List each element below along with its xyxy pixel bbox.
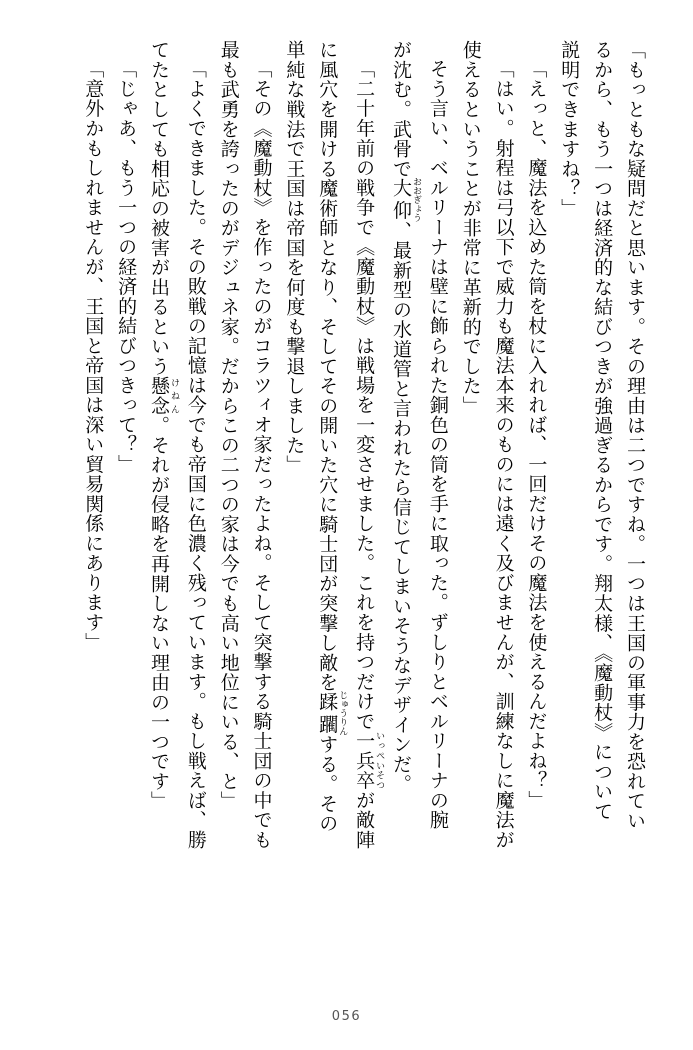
paragraph: 説明できますね？」 bbox=[558, 40, 581, 218]
paragraph: 「じゃあ、もう一つの経済的結びつきって？」 bbox=[115, 59, 138, 474]
ruby-juurin: 蹂躙 じゅうりん bbox=[316, 690, 348, 736]
paragraph: そう言い、ベルリーナは壁に飾られた銅色の筒を手に取った。ずしりとベルリーナの腕 bbox=[426, 59, 449, 830]
page-number: 056 bbox=[331, 1009, 362, 1024]
ruby-ippeisotsu: 一兵卒 いっぺいそつ bbox=[353, 730, 385, 791]
paragraph: 使えるということが非常に革新的でした」 bbox=[459, 40, 482, 416]
paragraph: 最も武勇を誇ったのがデジュネ家。だからこの二つの家は今でも高い地位にいる、と」 bbox=[217, 40, 240, 811]
paragraph: 単純な戦法で王国は帝国を何度も撃退しました」 bbox=[283, 40, 306, 475]
paragraph: 「よくできました。その敗戦の記憶は今でも帝国に色濃く残っています。もし戦えば、勝 bbox=[184, 59, 207, 850]
paragraph: 「二十年前の戦争で《魔動杖》は戦場を一変させました。これを持つだけで一兵卒 いっぺいそつが敵陣 bbox=[353, 59, 385, 850]
ruby-ogyou: 大仰 おおぎょう bbox=[389, 176, 421, 222]
paragraph: 「はい。射程は弓以下で威力も魔法本来のものには遠く及びませんが、訓練なしに魔法が bbox=[492, 59, 515, 850]
ruby-kenen: 懸念 けねん bbox=[147, 375, 179, 416]
paragraph: が沈む。武骨で大仰 おおぎょう、最新型の水道管と言われたら信じてしまいそうなデザインだ。 bbox=[389, 40, 421, 794]
paragraph: 「もっともな疑問だと思います。その理由は二つですね。一つは王国の軍事力を恐れてい bbox=[624, 40, 646, 831]
paragraph: に風穴を開ける魔術師となり、そしてその開いた穴に騎士団が突撃し敵を蹂躙 じゅうりんする。その bbox=[316, 40, 348, 834]
paragraph: 「その《魔動杖》を作ったのがコラツィオ家だったよね。そして突撃する騎士団の中でも bbox=[250, 59, 273, 850]
paragraph: るから、もう一つは経済的な結びつきが強過ぎるからです。翔太様、《魔動杖》について bbox=[591, 40, 614, 821]
paragraph: 「意外かもしれませんが、王国と帝国は深い貿易関係にあります」 bbox=[82, 59, 105, 652]
paragraph: 「えっと、魔法を込めた筒を杖に入れれば、一回だけその魔法を使えるんだよね？」 bbox=[525, 59, 548, 810]
paragraph: てたとしても相応の被害が出るという懸念 けねん。それが侵略を再開しない理由の一つです」 bbox=[147, 40, 179, 811]
vertical-text-body bbox=[42, 40, 651, 972]
